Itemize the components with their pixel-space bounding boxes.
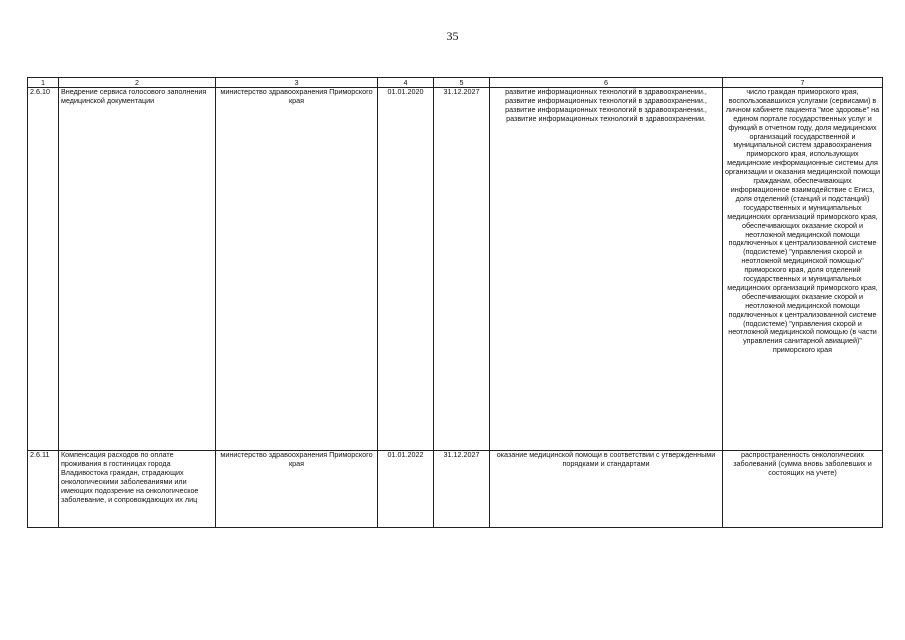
table-row [28,451,883,528]
program-table [27,77,883,528]
start-date: 01.01.2020 [378,88,434,451]
column-header-3: 3 [216,78,378,88]
column-header-2: 2 [59,78,216,88]
column-header-5: 5 [434,78,490,88]
table-row [28,88,883,451]
direction: развитие информационных технологий в здравоохранении., развитие информационных технологий в здравоохранении., развитие информационных технологий в здравоохранении., развитие информационных технологий в здравоохранении. [490,88,723,451]
executor: министерство здравоохранения Приморского края [216,451,378,528]
end-date: 31.12.2027 [434,451,490,528]
executor: министерство здравоохранения Приморского края [216,88,378,451]
column-header-7: 7 [723,78,883,88]
measure-name: Компенсация расходов по оплате проживания в гостиницах города Владивостока граждан, страдающих онкологическими заболеваниями или имеющих подозрение на онкологическое заболевание, и сопровождающих их лиц [59,451,216,528]
column-header-6: 6 [490,78,723,88]
column-header-4: 4 [378,78,434,88]
measure-name: Внедрение сервиса голосового заполнения медицинской документации [59,88,216,451]
indicator: число граждан приморского края, воспользовавшихся услугами (сервисами) в личном кабинете пациента "мое здоровье" на едином портале государственных услуг и функций в отчетном году, доля медицинских организаций государственной и муниципальной систем здравоохранения приморского края, использующих медицинские информационные системы для организации и оказания медицинской помощи гражданам, обеспечивающих информационное взаимодействие с Егисз, доля отделений (станций и подстанций) государственных и муниципальных медицинских организаций приморского края, обеспечивающих оказание скорой и неотложной медицинской помощи подключенных к централизованной системе (подсистеме) "управления скорой и неотложной медицинской помощью" приморского края, доля отделений государственных и муниципальных медицинских организаций приморского края, обеспечивающих оказание скорой и неотложной медицинской помощи подключенных к централизованной системе (подсистеме) "управления скорой и неотложной медицинской помощью (в части управления санитарной авиацией)" приморского края [723,88,883,451]
page-number: 35 [446,29,459,43]
row-number: 2.6.10 [28,88,59,451]
end-date: 31.12.2027 [434,88,490,451]
start-date: 01.01.2022 [378,451,434,528]
indicator: распространенность онкологических заболеваний (сумма вновь заболевших и состоящих на учете) [723,451,883,528]
column-header-1: 1 [28,78,59,88]
header-row [28,78,883,88]
direction: оказание медицинской помощи в соответствии с утвержденными порядками и стандартами [490,451,723,528]
row-number: 2.6.11 [28,451,59,528]
